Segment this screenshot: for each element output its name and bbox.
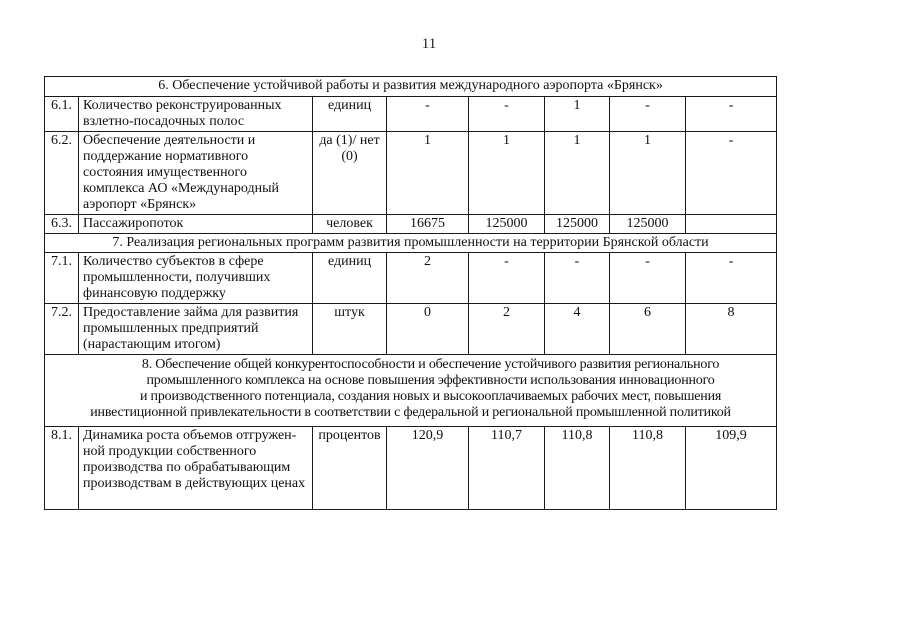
section-header-row [45, 355, 777, 427]
indicator-name: Пассажиропоток [79, 215, 313, 234]
value-cell: 125000 [469, 215, 545, 234]
section-header-row [45, 77, 777, 97]
value-cell: 4 [545, 304, 610, 355]
value-cell: 1 [469, 132, 545, 215]
unit-cell: да (1)/ нет (0) [313, 132, 387, 215]
row-number: 7.1. [45, 253, 79, 304]
value-cell: - [610, 253, 686, 304]
indicators-table [44, 76, 777, 510]
value-cell: 2 [387, 253, 469, 304]
value-cell: - [545, 253, 610, 304]
value-cell: 6 [610, 304, 686, 355]
value-cell: 16675 [387, 215, 469, 234]
section-title [45, 355, 777, 427]
value-cell: - [610, 97, 686, 132]
unit-cell: единиц [313, 97, 387, 132]
value-cell: 1 [610, 132, 686, 215]
value-cell: - [686, 132, 777, 215]
value-cell: 0 [387, 304, 469, 355]
unit-cell: человек [313, 215, 387, 234]
page-number: 11 [421, 36, 437, 52]
value-cell [686, 215, 777, 234]
value-cell: - [387, 97, 469, 132]
value-cell: 1 [387, 132, 469, 215]
section-header-row [45, 234, 777, 253]
value-cell: 1 [545, 132, 610, 215]
row-number: 6.3. [45, 215, 79, 234]
table-row [45, 132, 777, 215]
section-title-line: 8. Обеспечение общей конкурентоспособности и обеспечение устойчивого развития регионального [141, 357, 720, 372]
value-cell: 109,9 [686, 427, 777, 510]
table-row [45, 427, 777, 510]
value-cell: 125000 [545, 215, 610, 234]
section-title-line: и производственного потенциала, создания новых и высокооплачиваемых рабочих мест, повышения [139, 389, 722, 404]
value-cell: 110,8 [610, 427, 686, 510]
value-cell: 125000 [610, 215, 686, 234]
indicator-name: Количество реконструированных взлетно-посадочных полос [79, 97, 313, 132]
value-cell: 110,8 [545, 427, 610, 510]
table-row [45, 304, 777, 355]
value-cell: - [469, 253, 545, 304]
section-title-line: промышленного комплекса на основе повышения эффективности использования инновационного [146, 373, 715, 388]
value-cell: 8 [686, 304, 777, 355]
value-cell: 1 [545, 97, 610, 132]
section-title: 6. Обеспечение устойчивой работы и развития международного аэропорта «Брянск» [45, 77, 777, 97]
value-cell: 110,7 [469, 427, 545, 510]
indicator-name: Предоставление займа для развития промышленных предприятий (нарастающим итогом) [79, 304, 313, 355]
unit-cell: единиц [313, 253, 387, 304]
value-cell: - [686, 253, 777, 304]
section-title-line: инвестиционной привлекательности в соответствии с федеральной и региональной промышленной политикой [90, 405, 731, 420]
row-number: 6.1. [45, 97, 79, 132]
indicator-name: Обеспечение деятельности и поддержание нормативного состояния имущественного комплекса АО «Международный аэропорт «Брянск» [79, 132, 313, 215]
unit-cell: штук [313, 304, 387, 355]
unit-cell: процентов [313, 427, 387, 510]
value-cell: - [686, 97, 777, 132]
indicator-name: Динамика роста объемов отгружен-ной продукции собственного производства по обрабатывающим производствам в действующих ценах [79, 427, 313, 510]
table-row [45, 215, 777, 234]
table-row [45, 253, 777, 304]
row-number: 7.2. [45, 304, 79, 355]
value-cell: 2 [469, 304, 545, 355]
row-number: 8.1. [45, 427, 79, 510]
indicator-name: Количество субъектов в сфере промышленности, получивших финансовую поддержку [79, 253, 313, 304]
row-number: 6.2. [45, 132, 79, 215]
table-row [45, 97, 777, 132]
section-title: 7. Реализация региональных программ развития промышленности на территории Брянской области [45, 234, 777, 253]
value-cell: 120,9 [387, 427, 469, 510]
value-cell: - [469, 97, 545, 132]
